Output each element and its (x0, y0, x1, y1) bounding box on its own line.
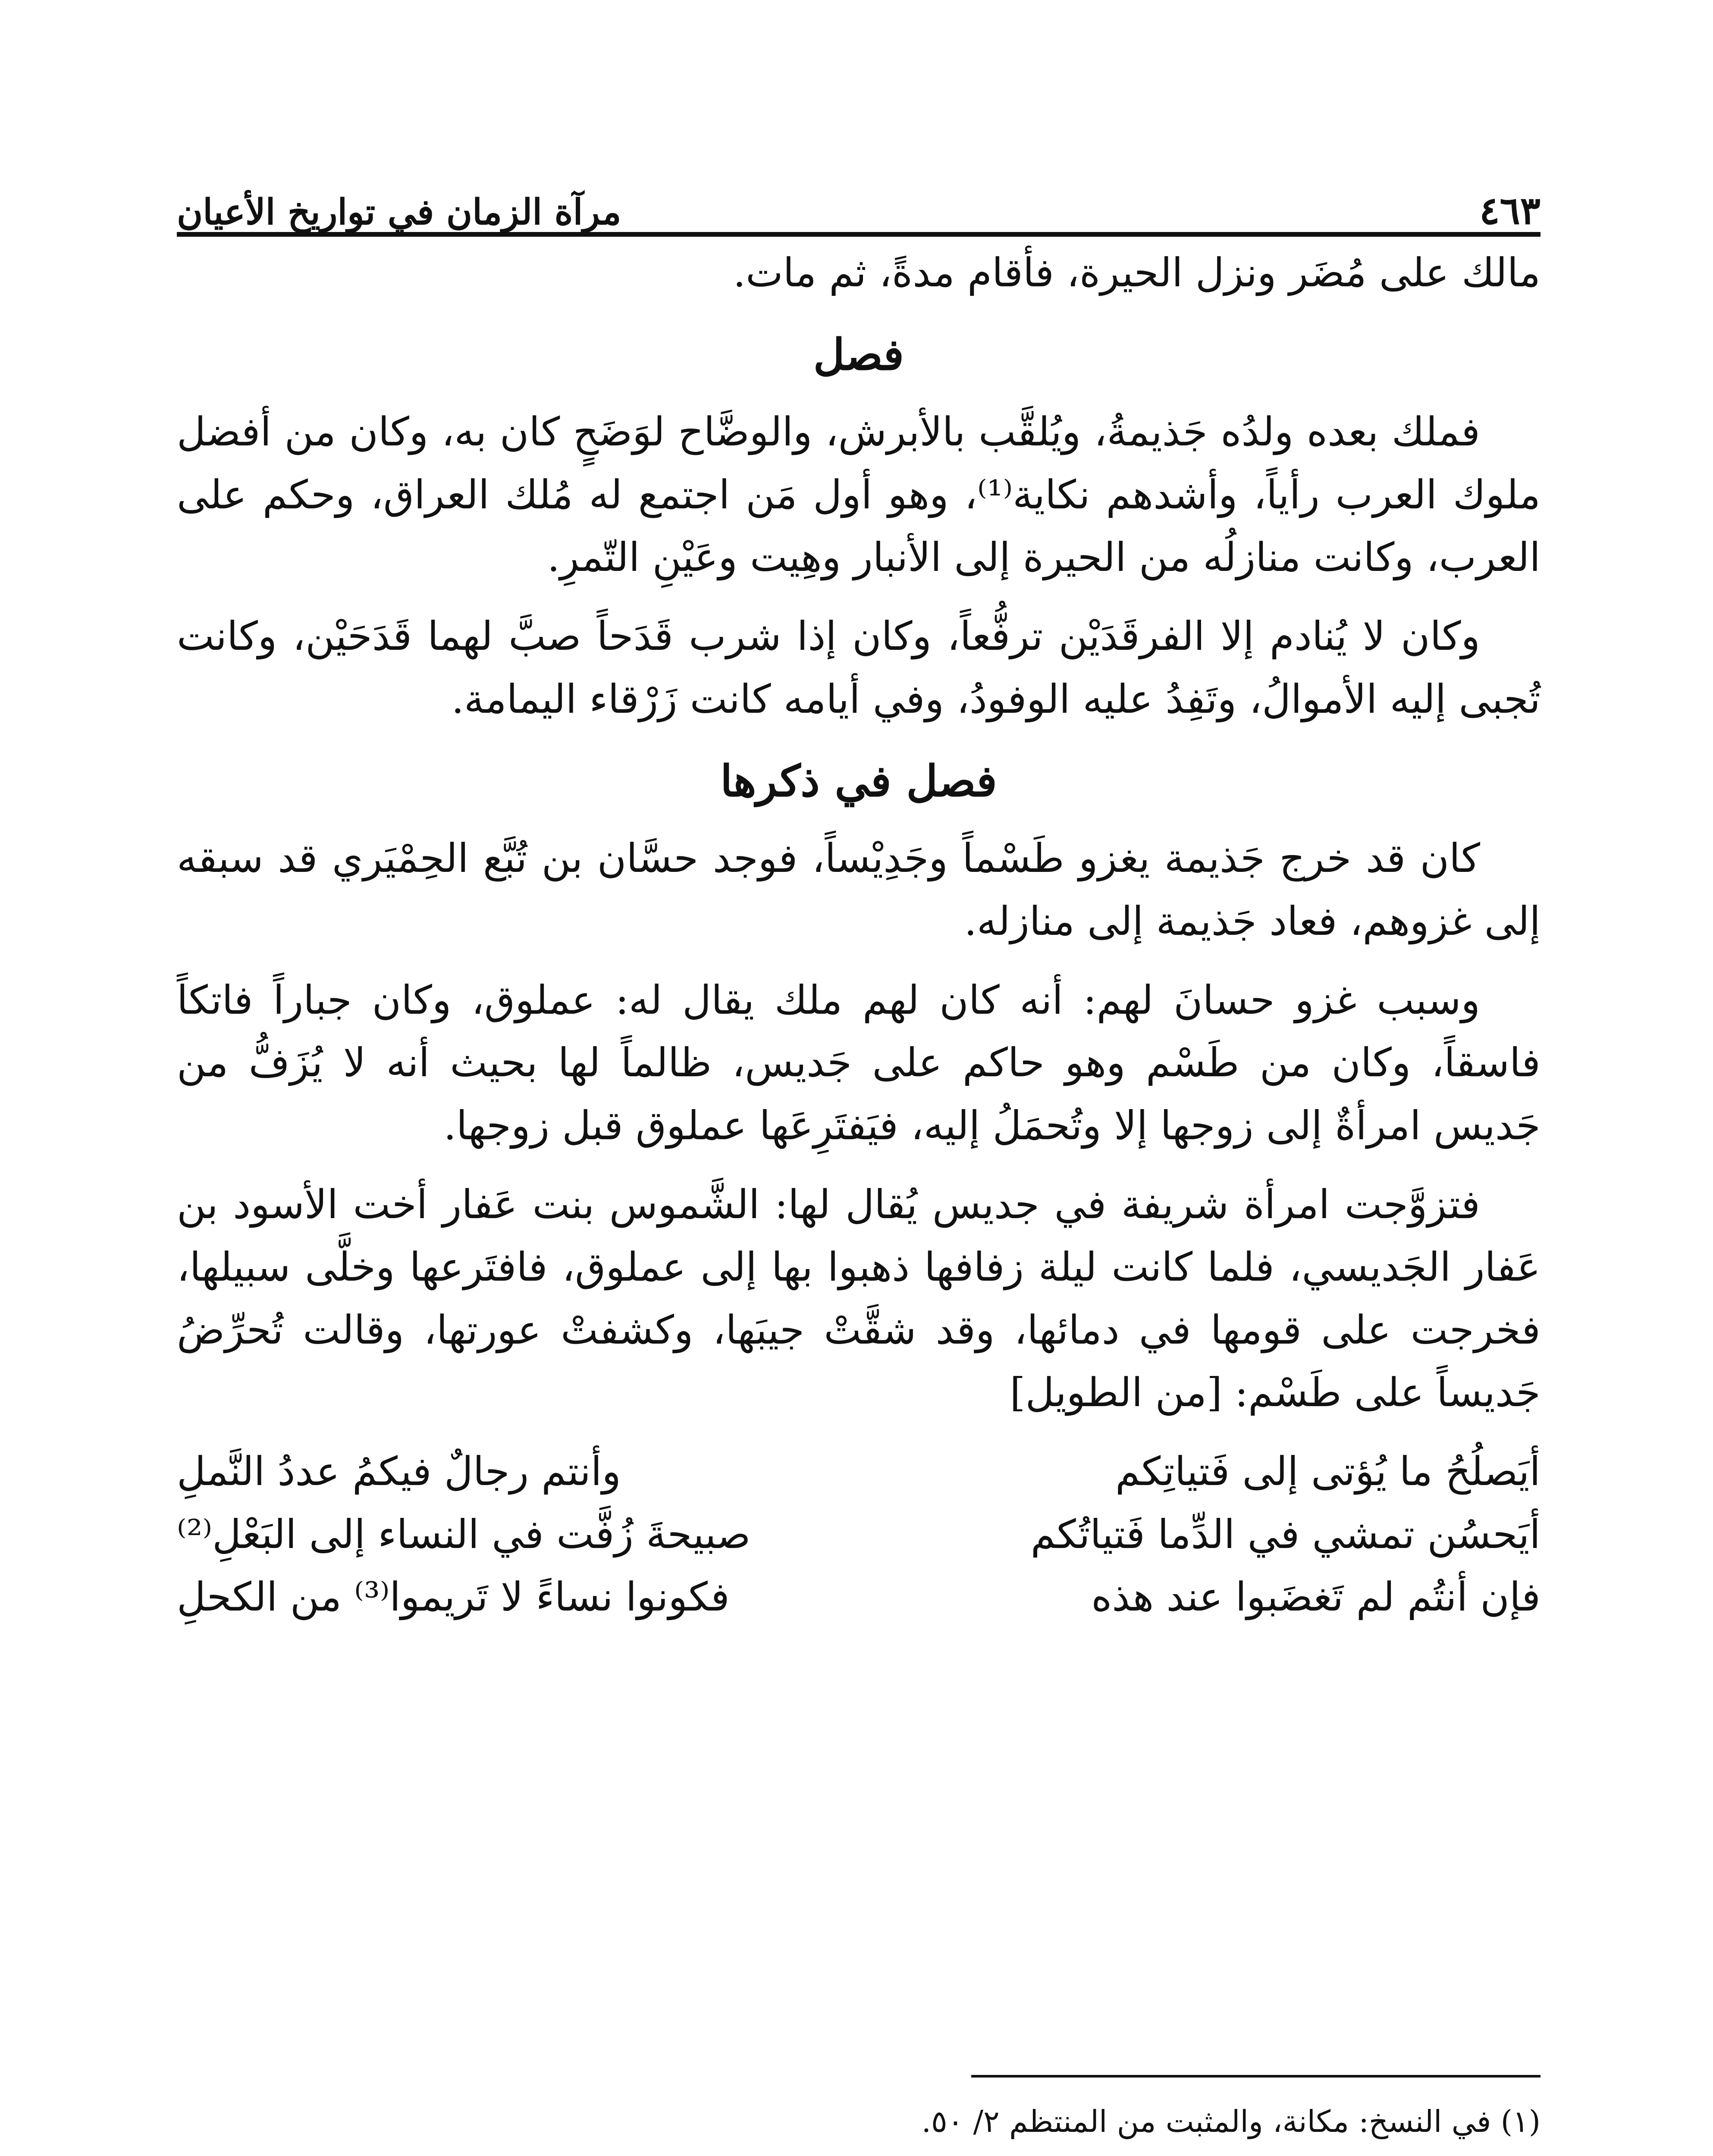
verse-second-hemistich: وأنتم رجالٌ فيكمُ عددُ النَّملِ (177, 1448, 621, 1495)
paragraph: فتزوَّجت امرأة شريفة في جديس يُقال لها: الشَّموس بنت عَفار أخت الأسود بن عَفار الجَديسي، فلما كانت ليلة زفافها ذهبوا بها إلى عملوق، فافتَرعها وخلَّى سبيلها، فخرجت على قومها في دمائها، وقد شقَّتْ جيبَها، وكشفتْ عورتها، وقالت تُحرِّضُ جَديساً على طَسْم: [من الطويل] (177, 1181, 1540, 1416)
verse-first-hemistich: أيَحسُن تمشي في الدِّما فَتياتُكم (1030, 1511, 1540, 1557)
main-text (177, 241, 1540, 1628)
header-rule (177, 232, 1540, 237)
poem-verse (177, 1440, 1540, 1503)
book-title: مرآة الزمان في تواريخ الأعيان (177, 191, 621, 233)
running-header (177, 147, 1540, 233)
poem-verse (177, 1503, 1540, 1566)
footnotes (177, 2096, 1540, 2156)
verse-first-hemistich: فإن أنتُم لم تَغضَبوا عند هذه (1091, 1574, 1540, 1620)
section-heading: فصل في ذكرها (720, 755, 997, 807)
poem-verse (177, 1566, 1540, 1628)
footnote (177, 2151, 1540, 2156)
page-number: ٤٦٣ (1479, 188, 1540, 233)
intro-paragraph: مالك على مُضَر ونزل الحيرة، فأقام مدةً، ثم مات. (733, 250, 1540, 296)
verse-second-hemistich: صبيحةَ زُفَّت في النساء إلى البَعْلِ⁽²⁾ (177, 1511, 751, 1557)
footnote-rule (971, 2075, 1540, 2078)
paragraph: كان قد خرج جَذيمة يغزو طَسْماً وجَدِيْساً، فوجد حسَّان بن تُبَّع الحِمْيَري قد سبقه إلى غزوهم، فعاد جَذيمة إلى منازله. (177, 835, 1540, 944)
paragraph: وسبب غزو حسانَ لهم: أنه كان لهم ملك يقال له: عملوق، وكان جباراً فاتكاً فاسقاً، وكان من طَسْم وهو حاكم على جَديس، ظالماً لها بحيث أنه لا يُزَفُّ من جَديس امرأةٌ إلى زوجها إلا وتُحمَلُ إليه، فيَفتَرِعَها عملوق قبل زوجها. (177, 977, 1540, 1149)
verse-second-hemistich: فكونوا نساءً لا تَريموا⁽³⁾ من الكحلِ (177, 1574, 730, 1620)
paragraph: وكان لا يُنادم إلا الفرقَدَيْن ترفُّعاً، وكان إذا شرب قَدَحاً صبَّ لهما قَدَحَيْن، وكانت تُجبى إليه الأموالُ، وتَفِدُ عليه الوفودُ، وفي أيامه كانت زَرْقاء اليمامة. (177, 613, 1540, 722)
paragraph: فملك بعده ولدُه جَذيمةُ، ويُلقَّب بالأبرش، والوضَّاح لوَضَحٍ كان به، وكان من أفضل ملوك العرب رأياً، وأشدهم نكاية⁽¹⁾، وهو أول مَن اجتمع له مُلك العراق، وحكم على العرب، وكانت منازلُه من الحيرة إلى الأنبار وهِيت وعَيْنِ التّمرِ. (177, 409, 1540, 581)
footnote: (١) في النسخ: مكانة، والمثبت من المنتظم ٢/ ٥٠. (921, 2104, 1540, 2139)
section-heading: فصل (813, 329, 904, 380)
verse-first-hemistich: أيَصلُحُ ما يُؤتى إلى فَتياتِكم (1115, 1448, 1540, 1495)
poem (177, 1440, 1540, 1628)
